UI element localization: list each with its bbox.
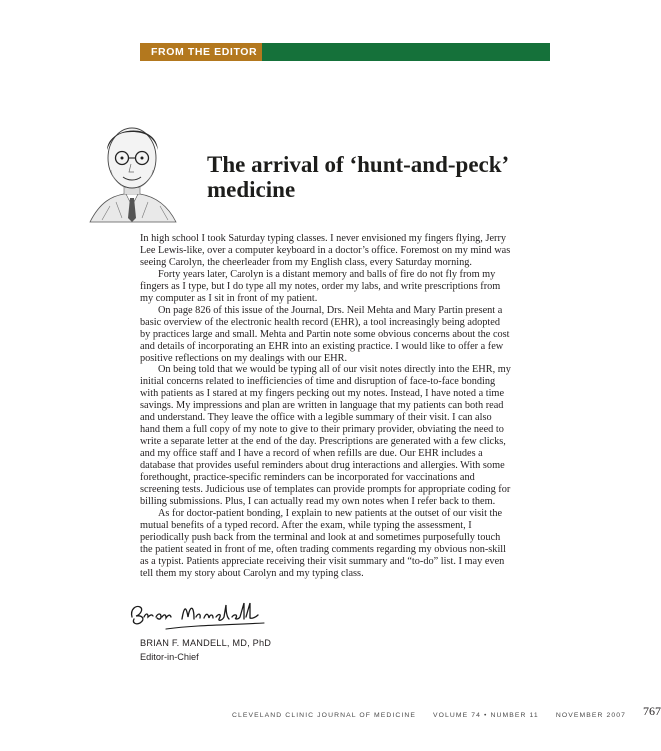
paragraph: In high school I took Saturday typing classes. I never envisioned my fingers flying, Jerry Lee Lewis-like, over a computer keyboard in a doctor’s office. Foremost on my mind was seeing Carolyn, the cheerleader from my English class, every Saturday morning. [140,233,511,268]
paragraph: Forty years later, Carolyn is a distant memory and balls of fire do not fly from my fingers as I type, but I do type all my notes, order my labs, and write prescriptions from my computer as I sit in front of my patient. [140,268,501,304]
paragraph: As for doctor-patient bonding, I explain to new patients at the outset of our visit the mutual benefits of a typed record. After the exam, while typing the assessment, I periodically push back from the terminal and look at and sometimes purposefully touch the patient seated in front of me, often trading comments regarding my obvious non-skill as a typist. Patients appreciate receiving their visit summary and “to-do” list. I may even tell them my story about Carolyn and my typing class. [140,507,507,579]
editor-portrait-icon [82,114,182,226]
article-title [207,152,547,202]
issue-date: NOVEMBER 2007 [555,712,627,719]
handwritten-signature [126,597,276,637]
paragraph: On being told that we would be typing all of our visit notes directly into the EHR, my initial concerns related to inefficiencies of time and disruption of face-to-face bonding with patients as I stared at my fingers pecking out my notes. Instead, I have noted a time savings. My impressions and plan are written in language that my patients can both read and understand. They leave the office with a legible summary of their visit. I can also hand them a full copy of my note to give to their primary provider, obviating the need to write a separate letter at the end of the day. Prescriptions are generated with a few clicks, and my office staff and I have a record of when refills are due. Our EHR includes a database that provides useful reminders about drug interactions and allergies. With some forethought, practice-specific reminders can be incorporated for vaccinations and screening tests. Judicious use of templates can provide prompts for appropriate coding for billing submissions. Plus, I can actually read my own notes when I refer back to them. [140,364,511,507]
section-label: FROM THE EDITOR [140,43,262,61]
editor-name: BRIAN F. MANDELL, MD, PhD [140,638,272,648]
paragraph: On page 826 of this issue of the Journal, Drs. Neil Mehta and Mary Partin present a basic overview of the electronic health record (EHR), a tool increasingly being adopted by practices large and small. Mehta and Partin note some obvious concerns about the cost and details of incorporating an EHR into an existing practice. I would like to offer a few positive reflections on my dealings with our EHR. [140,304,510,364]
journal-name: CLEVELAND CLINIC JOURNAL OF MEDICINE [232,712,416,719]
article-title-line-2: medicine [207,177,296,202]
page-number: 767 [643,704,661,718]
editor-role: Editor-in-Chief [140,652,199,662]
section-banner [140,43,550,61]
volume-number: VOLUME 74 • NUMBER 11 [433,712,539,719]
banner-rule [262,43,550,61]
article-body [140,233,512,580]
article-title-line-1: The arrival of ‘hunt-and-peck’ [207,152,510,177]
page-footer [232,704,661,720]
